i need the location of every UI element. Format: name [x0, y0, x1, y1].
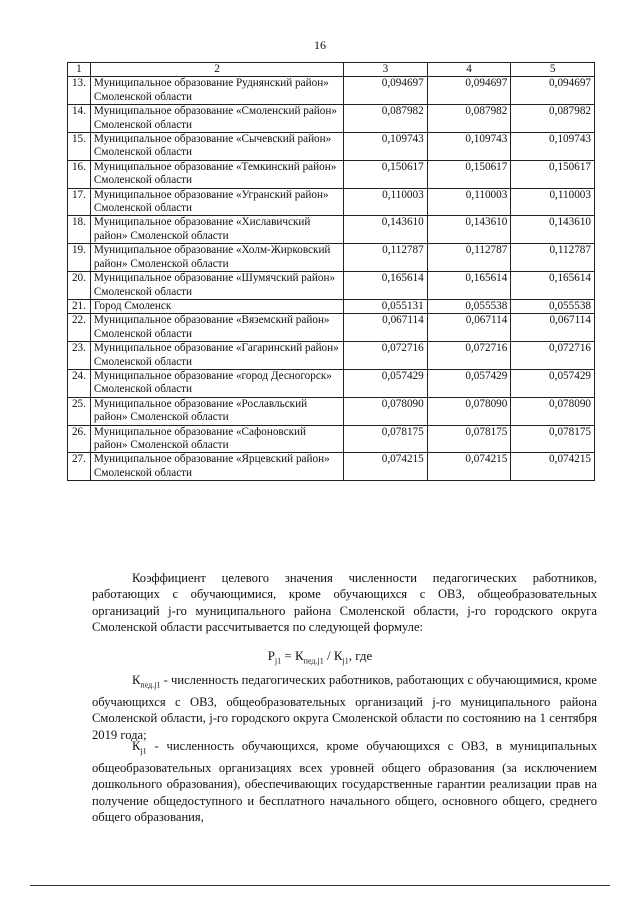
header-col-2: 2: [90, 63, 343, 77]
value-col-5: 0,074215: [511, 453, 595, 481]
value-col-4: 0,165614: [427, 272, 511, 300]
def1-subscript: пед.j1: [140, 680, 161, 690]
value-col-3: 0,087982: [344, 105, 428, 133]
value-col-5: 0,078090: [511, 397, 595, 425]
table-row: [68, 314, 595, 342]
value-col-4: 0,055538: [427, 299, 511, 313]
value-col-5: 0,078175: [511, 425, 595, 453]
value-col-5: 0,150617: [511, 160, 595, 188]
value-col-4: 0,078090: [427, 397, 511, 425]
row-number: 22.: [68, 314, 91, 342]
table-row: [68, 425, 595, 453]
value-col-3: 0,057429: [344, 369, 428, 397]
bottom-rule: [30, 885, 610, 886]
value-col-4: 0,112787: [427, 244, 511, 272]
municipality-name: Муниципальное образование «Сафоновский район» Смоленской области: [90, 425, 343, 453]
table-row: [68, 272, 595, 300]
table-row: [68, 133, 595, 161]
municipality-name: Муниципальное образование «Сычевский район» Смоленской области: [90, 133, 343, 161]
row-number: 26.: [68, 425, 91, 453]
municipality-name: Муниципальное образование «Ярцевский район» Смоленской области: [90, 453, 343, 481]
value-col-5: 0,143610: [511, 216, 595, 244]
value-col-4: 0,072716: [427, 342, 511, 370]
table-row: [68, 453, 595, 481]
def2-symbol: К: [132, 739, 141, 753]
value-col-5: 0,094697: [511, 77, 595, 105]
row-number: 16.: [68, 160, 91, 188]
municipality-name: Муниципальное образование «Темкинский район» Смоленской области: [90, 160, 343, 188]
value-col-4: 0,074215: [427, 453, 511, 481]
municipality-name: Муниципальное образование Руднянский район» Смоленской области: [90, 77, 343, 105]
row-number: 25.: [68, 397, 91, 425]
table-row: [68, 299, 595, 313]
formula: [0, 648, 640, 666]
table-row: [68, 244, 595, 272]
municipality-name: Муниципальное образование «Хиславичский район» Смоленской области: [90, 216, 343, 244]
value-col-3: 0,055131: [344, 299, 428, 313]
municipality-name: Муниципальное образование «город Десногорск» Смоленской области: [90, 369, 343, 397]
value-col-3: 0,094697: [344, 77, 428, 105]
formula-lhs: Р: [267, 648, 275, 663]
def2-subscript: j1: [140, 746, 147, 756]
value-col-5: 0,067114: [511, 314, 595, 342]
value-col-5: 0,112787: [511, 244, 595, 272]
formula-k2-sub: j1: [342, 656, 349, 666]
value-col-3: 0,072716: [344, 342, 428, 370]
value-col-4: 0,110003: [427, 188, 511, 216]
value-col-5: 0,110003: [511, 188, 595, 216]
row-number: 21.: [68, 299, 91, 313]
municipality-name: Город Смоленск: [90, 299, 343, 313]
municipality-name: Муниципальное образование «Рославльский район» Смоленской области: [90, 397, 343, 425]
coefficient-table: [67, 62, 595, 481]
formula-k1-sub: пед.j1: [303, 656, 324, 666]
definition-k-ped: [92, 672, 597, 743]
row-number: 14.: [68, 105, 91, 133]
value-col-4: 0,087982: [427, 105, 511, 133]
value-col-4: 0,150617: [427, 160, 511, 188]
value-col-4: 0,143610: [427, 216, 511, 244]
def2-text: - численность обучающихся, кроме обучающихся с ОВЗ, в муниципальных общеобразовательных организациях всех уровней общего образования (за исключением дошкольного образования), обеспечивающих государственные гарантии реализации прав на получение общедоступного и бесплатного начального общего, основного общего, среднего общего образования,: [92, 739, 597, 825]
row-number: 18.: [68, 216, 91, 244]
header-col-5: 5: [511, 63, 595, 77]
value-col-5: 0,072716: [511, 342, 595, 370]
value-col-4: 0,094697: [427, 77, 511, 105]
municipality-name: Муниципальное образование «Холм-Жирковский район» Смоленской области: [90, 244, 343, 272]
table-row: [68, 216, 595, 244]
table-row: [68, 188, 595, 216]
row-number: 27.: [68, 453, 91, 481]
value-col-3: 0,110003: [344, 188, 428, 216]
table-row: [68, 105, 595, 133]
formula-div: / К: [323, 648, 343, 663]
row-number: 17.: [68, 188, 91, 216]
value-col-3: 0,067114: [344, 314, 428, 342]
municipality-name: Муниципальное образование «Смоленский район» Смоленской области: [90, 105, 343, 133]
def1-text: - численность педагогических работников, работающих с обучающимися, кроме обучающихся с ОВЗ, общеобразовательных организаций j-го муниципального района Смоленской области, j-го городского округа Смоленской области по состоянию на 1 сентября 2019 года;: [92, 673, 597, 742]
row-number: 23.: [68, 342, 91, 370]
intro-paragraph: Коэффициент целевого значения численности педагогических работников, работающих с обучающимися, кроме обучающихся с ОВЗ, общеобразовательных организаций j-го муниципального района Смоленской области, j-го городского округа Смоленской области рассчитывается по следующей формуле:: [92, 571, 597, 635]
municipality-name: Муниципальное образование «Угранский район» Смоленской области: [90, 188, 343, 216]
municipality-name: Муниципальное образование «Вяземский район» Смоленской области: [90, 314, 343, 342]
value-col-3: 0,165614: [344, 272, 428, 300]
value-col-3: 0,078090: [344, 397, 428, 425]
value-col-3: 0,150617: [344, 160, 428, 188]
header-col-4: 4: [427, 63, 511, 77]
value-col-4: 0,078175: [427, 425, 511, 453]
formula-lhs-sub: j1: [274, 656, 282, 666]
def1-symbol: К: [132, 673, 141, 687]
value-col-3: 0,143610: [344, 216, 428, 244]
row-number: 15.: [68, 133, 91, 161]
row-number: 24.: [68, 369, 91, 397]
formula-eq: = К: [281, 648, 304, 663]
value-col-4: 0,109743: [427, 133, 511, 161]
value-col-5: 0,057429: [511, 369, 595, 397]
page-number: 16: [314, 38, 326, 52]
municipality-name: Муниципальное образование «Шумячский район» Смоленской области: [90, 272, 343, 300]
table-row: [68, 397, 595, 425]
table-header-row: [68, 63, 595, 77]
definition-k-students: [92, 738, 597, 826]
header-col-3: 3: [344, 63, 428, 77]
value-col-5: 0,109743: [511, 133, 595, 161]
value-col-4: 0,067114: [427, 314, 511, 342]
table-row: [68, 369, 595, 397]
municipality-name: Муниципальное образование «Гагаринский район» Смоленской области: [90, 342, 343, 370]
row-number: 19.: [68, 244, 91, 272]
value-col-3: 0,074215: [344, 453, 428, 481]
value-col-4: 0,057429: [427, 369, 511, 397]
table-row: [68, 77, 595, 105]
row-number: 20.: [68, 272, 91, 300]
value-col-3: 0,078175: [344, 425, 428, 453]
value-col-5: 0,055538: [511, 299, 595, 313]
table-row: [68, 160, 595, 188]
value-col-3: 0,112787: [344, 244, 428, 272]
table-row: [68, 342, 595, 370]
header-col-1: 1: [68, 63, 91, 77]
value-col-3: 0,109743: [344, 133, 428, 161]
value-col-5: 0,165614: [511, 272, 595, 300]
formula-tail: , где: [348, 648, 373, 663]
row-number: 13.: [68, 77, 91, 105]
value-col-5: 0,087982: [511, 105, 595, 133]
